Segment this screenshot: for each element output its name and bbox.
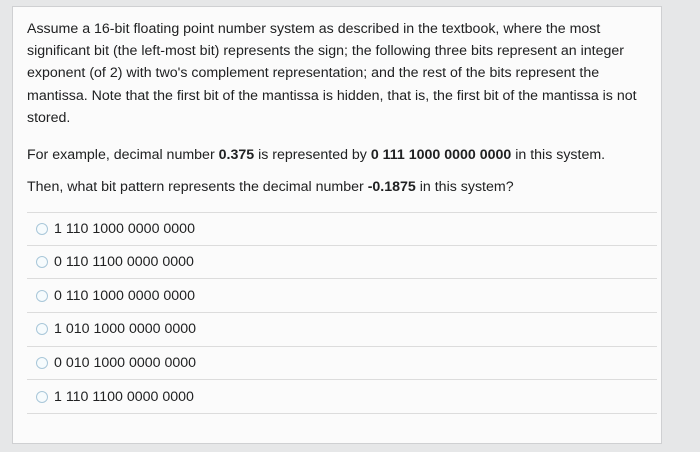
answer-option-4[interactable]: [27, 313, 657, 347]
answer-option-label[interactable]: 1 010 1000 0000 0000: [54, 321, 197, 338]
answer-options: [27, 212, 657, 414]
answer-option-6[interactable]: [27, 380, 657, 414]
example-prefix: For example, decimal number: [27, 147, 219, 163]
question-value: -0.1875: [367, 179, 416, 195]
answer-option-label[interactable]: 0 110 1000 0000 0000: [54, 287, 195, 304]
radio-button[interactable]: [36, 290, 48, 302]
question-text: [27, 177, 514, 197]
example-bits: 0 111 1000 0000 0000: [370, 147, 512, 163]
radio-button[interactable]: [36, 323, 48, 335]
radio-button[interactable]: [36, 223, 48, 235]
answer-option-5[interactable]: [27, 347, 657, 381]
answer-option-3[interactable]: [27, 279, 657, 313]
answer-option-label[interactable]: 0 010 1000 0000 0000: [54, 355, 197, 372]
answer-option-label[interactable]: 1 110 1000 0000 0000: [54, 220, 195, 237]
answer-option-label[interactable]: 1 110 1100 0000 0000: [54, 388, 194, 405]
radio-button[interactable]: [36, 391, 48, 403]
question-prompt: Assume a 16-bit floating point number system as described in the textbook, where the most significant bit (the left-most bit) represents the sign; the following three bits represent an integer exponent (of 2) with two's complement representation; and the rest of the bits represent the mantissa. Note that the first bit of the mantissa is hidden, that is, the first bit of the mantissa is not stored.: [27, 21, 637, 126]
example-middle: is represented by: [254, 147, 371, 163]
example-value: 0.375: [218, 147, 255, 163]
question-prefix: Then, what bit pattern represents the decimal number: [27, 179, 368, 195]
answer-option-label[interactable]: 0 110 1100 0000 0000: [54, 254, 194, 271]
answer-option-2[interactable]: [27, 246, 657, 280]
radio-button[interactable]: [36, 357, 48, 369]
example-suffix: in this system.: [511, 147, 606, 163]
example-text: [27, 145, 605, 165]
question-card: [12, 6, 662, 444]
answer-option-1[interactable]: [27, 212, 657, 246]
radio-button[interactable]: [36, 256, 48, 268]
question-suffix: in this system?: [415, 179, 514, 195]
